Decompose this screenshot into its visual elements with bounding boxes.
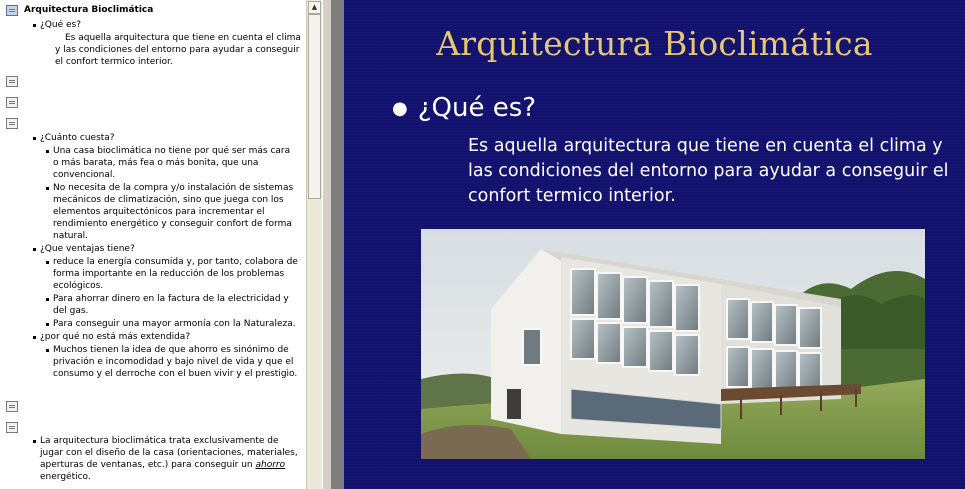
slide-icon[interactable] (6, 401, 18, 412)
bullet-marker (46, 349, 49, 352)
slide (344, 0, 965, 489)
bullet-marker (46, 261, 49, 264)
outline-paragraph-end: energético. (40, 472, 91, 482)
slide-icon[interactable] (6, 97, 18, 108)
scroll-thumb[interactable] (308, 14, 321, 199)
outline-question[interactable]: ¿Qué es? (40, 20, 81, 30)
bullet-marker (33, 24, 36, 27)
outline-item[interactable]: Para conseguir una mayor armonía con la Naturaleza. (53, 319, 296, 329)
outline-item[interactable]: No necesita de la compra y/o instalación de sistemas mecánicos de climatización, sino que juega con los elementos arquitectónicos para incrementar el rendimiento energético y conseguir confort de forma natural. (53, 183, 294, 241)
outline-item[interactable]: Una casa bioclimática no tiene por qué ser más cara o más barata, más fea o más bonita, que una convencional. (53, 146, 291, 180)
house-photo (421, 229, 925, 459)
outline-answer[interactable]: Es aquella arquitectura que tiene en cuenta el clima y las condiciones del entorno para ayudar a conseguir el confort termico interior. (55, 33, 301, 67)
outline-item[interactable]: Muchos tienen la idea de que ahorro es sinónimo de privación e incomodidad y bajo nivel de vida y que el consumo y el derroche con el buen vivir y el prestigio. (53, 345, 298, 379)
slide-icon[interactable] (6, 76, 18, 87)
outline-question[interactable]: ¿Cuánto cuesta? (40, 133, 115, 143)
slide-bullet-text: ¿Qué es? (417, 93, 537, 123)
slide-icon[interactable] (6, 422, 18, 433)
slide-title: Arquitectura Bioclimática (436, 24, 873, 63)
outline-pane[interactable] (0, 0, 306, 489)
bullet-marker (46, 187, 49, 190)
bullet-marker (46, 298, 49, 301)
slide-icon[interactable] (6, 5, 18, 16)
bullet-dot-icon: ● (392, 98, 408, 119)
bullet-marker (33, 440, 36, 443)
bullet-marker (33, 336, 36, 339)
scroll-up-arrow-icon[interactable]: ▲ (308, 1, 321, 14)
outline-scrollbar[interactable] (306, 0, 322, 489)
slide-bullet (392, 93, 536, 123)
outline-item[interactable]: Para ahorrar dinero en la factura de la electricidad y del gas. (53, 294, 289, 316)
outline-paragraph[interactable] (40, 435, 302, 483)
outline-item[interactable]: reduce la energía consumida y, por tanto, colabora de forma importante en la reducción de los problemas ecológicos. (53, 257, 298, 291)
outline-slide-title[interactable]: Arquitectura Bioclimática (24, 5, 154, 15)
pane-splitter[interactable] (322, 0, 332, 489)
slide-icon[interactable] (6, 118, 18, 129)
bullet-marker (46, 150, 49, 153)
slide-body-text: Es aquella arquitectura que tiene en cuenta el clima y las condiciones del entorno para ayudar a conseguir el confort termico interior. (468, 136, 949, 206)
slide-pane (332, 0, 965, 489)
outline-question[interactable]: ¿Que ventajas tiene? (40, 244, 135, 254)
bullet-marker (46, 323, 49, 326)
bullet-marker (33, 137, 36, 140)
bullet-marker (33, 248, 36, 251)
outline-link-ahorro[interactable]: ahorro (255, 460, 286, 470)
outline-paragraph-text: La arquitectura bioclimática trata exclusivamente de jugar con el diseño de la casa (orientaciones, materiales, aperturas de ventanas, etc.) para conseguir un (40, 436, 298, 470)
outline-question[interactable]: ¿por qué no está más extendida? (40, 332, 191, 342)
